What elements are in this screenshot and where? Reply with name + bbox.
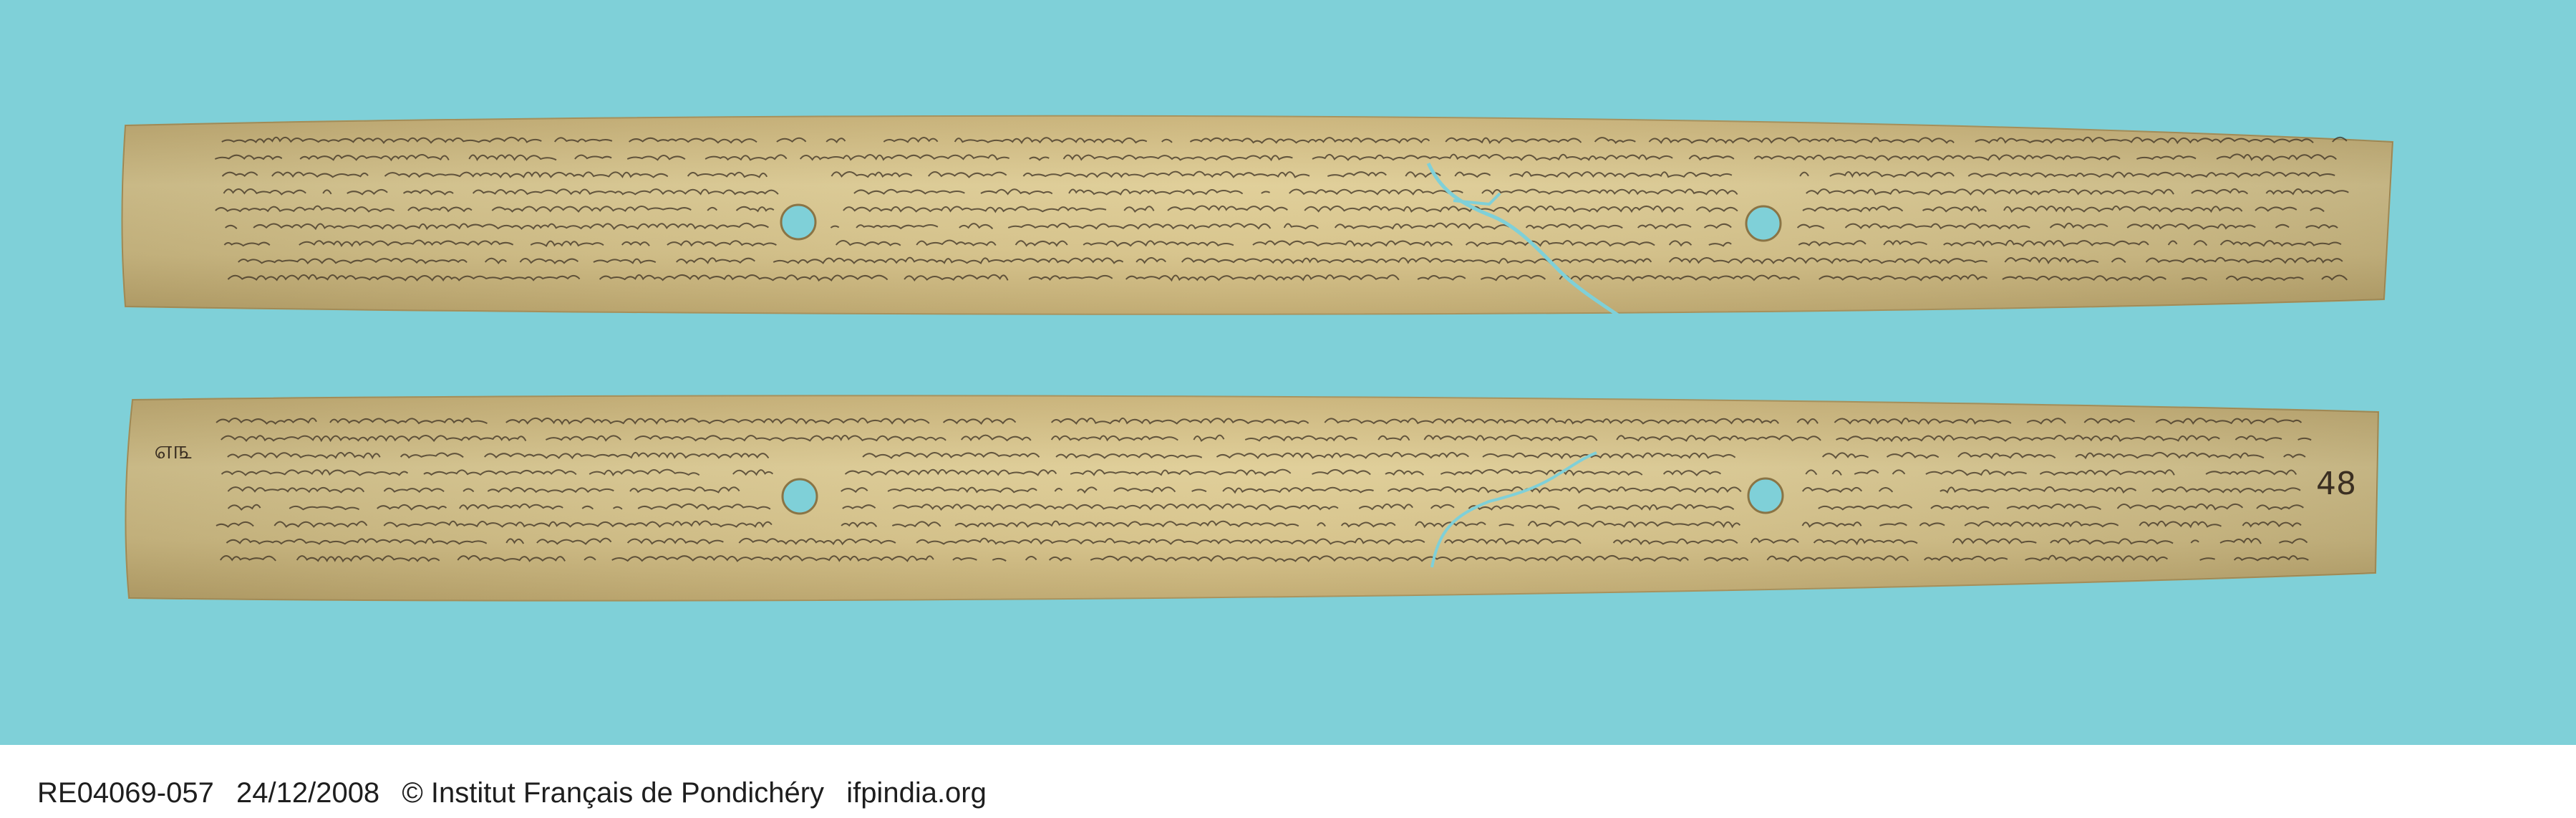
folio-number: 48: [2316, 466, 2356, 502]
caption-website: ifpindia.org: [846, 777, 987, 809]
image-caption: [37, 777, 1001, 809]
binding-hole: [1748, 478, 1783, 513]
binding-hole: [1746, 206, 1781, 241]
leaf-page-mark: ௭௩: [154, 436, 193, 465]
binding-hole: [783, 479, 817, 514]
palm-leaf-2: [125, 395, 2378, 600]
caption-image-id: RE04069-057: [37, 777, 214, 809]
binding-hole: [781, 205, 815, 239]
palm-leaf-1: [122, 116, 2393, 315]
caption-copyright: © Institut Français de Pondichéry: [402, 777, 825, 809]
caption-date: 24/12/2008: [236, 777, 380, 809]
